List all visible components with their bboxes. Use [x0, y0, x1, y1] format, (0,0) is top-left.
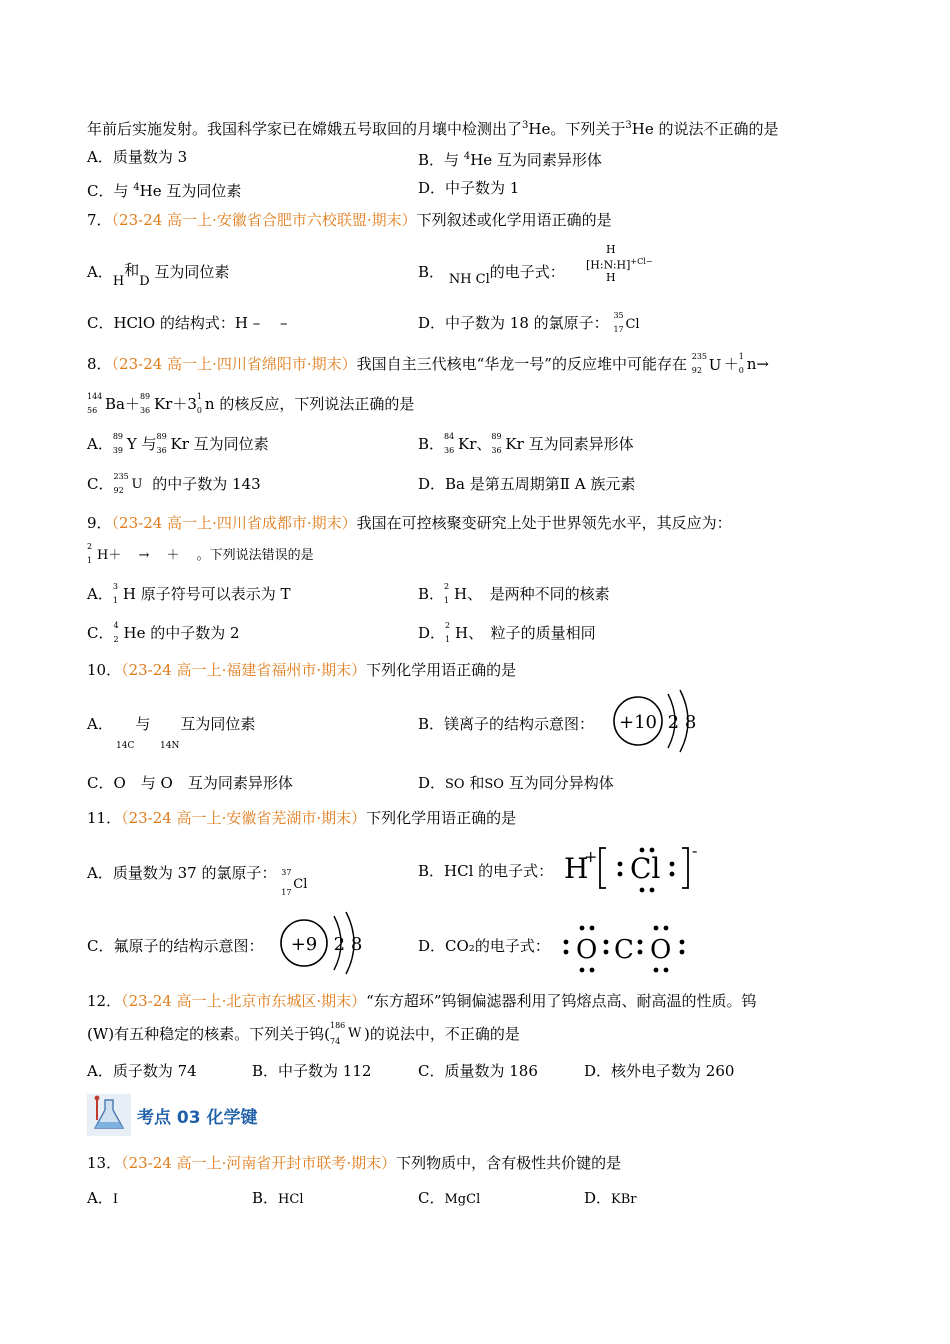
q11-option-a[interactable]: A．质量数为 37 的氯原子： 37 17 Cl — [87, 861, 313, 887]
q6-option-b[interactable]: B．与 $^4$He 互为同素异形体 — [418, 151, 602, 169]
q12-option-a[interactable]: A．质子数为 74 — [87, 1062, 197, 1080]
q12-stem-2: (W)有五种稳定的核素。下列关于钨( 186 74 W )的说法中，不正确的是 — [87, 1021, 520, 1046]
q7-cl-nuclide: 35 17 Cl — [613, 311, 640, 334]
dot — [640, 848, 645, 853]
q11-option-d[interactable]: D．CO₂的电子式： — [418, 937, 550, 955]
minus-charge: - — [692, 841, 698, 860]
q9-option-d[interactable]: D． 2 1 H、 粒子的质量相同 — [418, 621, 596, 644]
q8-source: （23-24 高一上·四川省绵阳市·期末） — [111, 355, 357, 373]
q8-option-d[interactable]: D．Ba 是第五周期第Ⅱ A 族元素 — [418, 475, 636, 493]
q8-option-c[interactable]: C． 235 92 U 的中子数为 143 — [87, 472, 261, 495]
q13-option-b[interactable]: B．HCl — [252, 1189, 304, 1207]
o-symbol-left: O — [576, 935, 598, 965]
q7-nh4cl-electron-structure: H [H:N:H]$^{+Cl-}$ H — [586, 243, 653, 284]
w-nuclide: 186 74 W — [329, 1021, 362, 1046]
h-plus-charge: + — [584, 847, 598, 866]
section-title: 考点 03 化学键 — [137, 1107, 258, 1128]
q10-c14-label: 14C — [116, 741, 135, 751]
q8-stem: 8．（23-24 高一上·四川省绵阳市·期末）我国自主三代核电“华龙一号”的反应堆中可能存在 235 92 U ＋ 1 0 n→ — [87, 352, 769, 375]
section-heading — [87, 1094, 258, 1136]
q7-option-b[interactable]: B． NH Cl的电子式： — [418, 263, 565, 287]
q7-option-c[interactable]: C．HClO 的结构式：H – – — [87, 314, 288, 332]
q7-source: （23-24 高一上·安徽省合肥市六校联盟·期末） — [111, 211, 417, 229]
o-symbol-right: O — [650, 935, 672, 965]
q11-stem: 11．（23-24 高一上·安徽省芜湖市·期末）下列化学用语正确的是 — [87, 809, 517, 827]
q7-option-d[interactable]: D．中子数为 18 的氯原子： 35 17 Cl — [418, 313, 643, 334]
q9-option-c[interactable]: C． 4 2 He 的中子数为 2 — [87, 621, 240, 644]
flask-icon — [87, 1094, 131, 1136]
q13-option-c[interactable]: C．MgCl — [418, 1189, 481, 1207]
f-atom-structure-diagram — [278, 910, 368, 976]
q9-source: （23-24 高一上·四川省成都市·期末） — [111, 514, 357, 532]
q12-option-d[interactable]: D．核外电子数为 260 — [584, 1062, 735, 1080]
h-symbol: H — [564, 852, 589, 885]
dot — [618, 862, 623, 867]
q8-option-b[interactable]: B． 84 36 Kr、 89 36 Kr 互为同素异形体 — [418, 432, 634, 455]
q6-option-c[interactable]: C．与 $^4$He 互为同位素 — [87, 182, 242, 200]
q8-stem-2: 144 56 Ba＋ 89 36 Kr＋3 1 0 n 的核反应，下列说法正确的是 — [87, 392, 415, 415]
q12-source: （23-24 高一上·北京市东城区·期末） — [121, 992, 367, 1010]
q12-stem: 12．（23-24 高一上·北京市东城区·期末）“东方超环”钨铜偏滤器利用了钨熔点高、耐高温的性质。钨 — [87, 992, 757, 1010]
nucleus-charge: +9 — [290, 934, 318, 955]
shell-electrons: 2 8 — [667, 712, 697, 733]
q11-option-b[interactable]: B．HCl 的电子式： — [418, 862, 554, 880]
hcl-electron-formula — [562, 840, 712, 896]
q11-source: （23-24 高一上·安徽省芜湖市·期末） — [121, 809, 367, 827]
mg-ion-structure-diagram — [610, 688, 700, 754]
co2-electron-formula — [560, 920, 690, 976]
q9-equation: 2 1 H＋ → ＋ 。下列说法错误的是 — [87, 542, 314, 565]
q10-option-a[interactable]: A． 与 互为同位素 — [87, 715, 256, 733]
right-bracket — [682, 848, 688, 888]
nucleus-charge: +10 — [619, 712, 657, 733]
dot — [670, 872, 675, 877]
dot — [650, 888, 655, 893]
q12-option-c[interactable]: C．质量数为 186 — [418, 1062, 538, 1080]
q10-source: （23-24 高一上·福建省福州市·期末） — [121, 661, 367, 679]
q12-option-b[interactable]: B．中子数为 112 — [252, 1062, 372, 1080]
q9-option-a[interactable]: A． 3 1 H 原子符号可以表示为 T — [87, 582, 291, 605]
q6-option-a[interactable]: A．质量数为 3 — [87, 148, 188, 166]
q7-option-a[interactable]: A．H和D 互为同位素 — [87, 261, 230, 289]
q13-option-a[interactable]: A．I — [87, 1189, 118, 1207]
dot — [670, 862, 675, 867]
q13-stem: 13．（23-24 高一上·河南省开封市联考·期末）下列物质中，含有极性共价键的是 — [87, 1154, 622, 1172]
q10-option-c[interactable]: C．O 与 O 互为同素异形体 — [87, 774, 293, 792]
c-symbol: C — [614, 935, 634, 965]
shell-electrons: 2 8 — [333, 934, 363, 955]
q6-option-d[interactable]: D．中子数为 1 — [418, 179, 520, 197]
q10-n14-label: 14N — [160, 741, 180, 751]
q10-option-b[interactable]: B．镁离子的结构示意图： — [418, 715, 595, 733]
intro-line: 年前后实施发射。我国科学家已在嫦娥五号取回的月壤中检测出了$^3$He。下列关于$^3$He 的说法不正确的是 — [87, 120, 779, 138]
q11-cl37-nuclide: 37 17 Cl — [281, 868, 308, 897]
dot — [650, 848, 655, 853]
dot — [640, 888, 645, 893]
q11-option-c[interactable]: C．氟原子的结构示意图： — [87, 937, 264, 955]
q10-stem: 10．（23-24 高一上·福建省福州市·期末）下列化学用语正确的是 — [87, 661, 517, 679]
q10-option-d[interactable]: D．SO 和SO 互为同分异构体 — [418, 774, 614, 792]
dot — [618, 872, 623, 877]
q9-option-b[interactable]: B． 2 1 H、 是两种不同的核素 — [418, 582, 610, 605]
q7-stem: 7．（23-24 高一上·安徽省合肥市六校联盟·期末）下列叙述或化学用语正确的是 — [87, 211, 612, 229]
q13-option-d[interactable]: D．KBr — [584, 1189, 637, 1207]
q8-option-a[interactable]: A． 89 39 Y 与 89 36 Kr 互为同位素 — [87, 432, 269, 455]
cl-symbol: Cl — [630, 852, 661, 885]
left-bracket — [600, 848, 606, 888]
q13-source: （23-24 高一上·河南省开封市联考·期末） — [121, 1154, 397, 1172]
q9-stem: 9．（23-24 高一上·四川省成都市·期末）我国在可控核聚变研究上处于世界领先水平，其反应为： — [87, 514, 732, 532]
